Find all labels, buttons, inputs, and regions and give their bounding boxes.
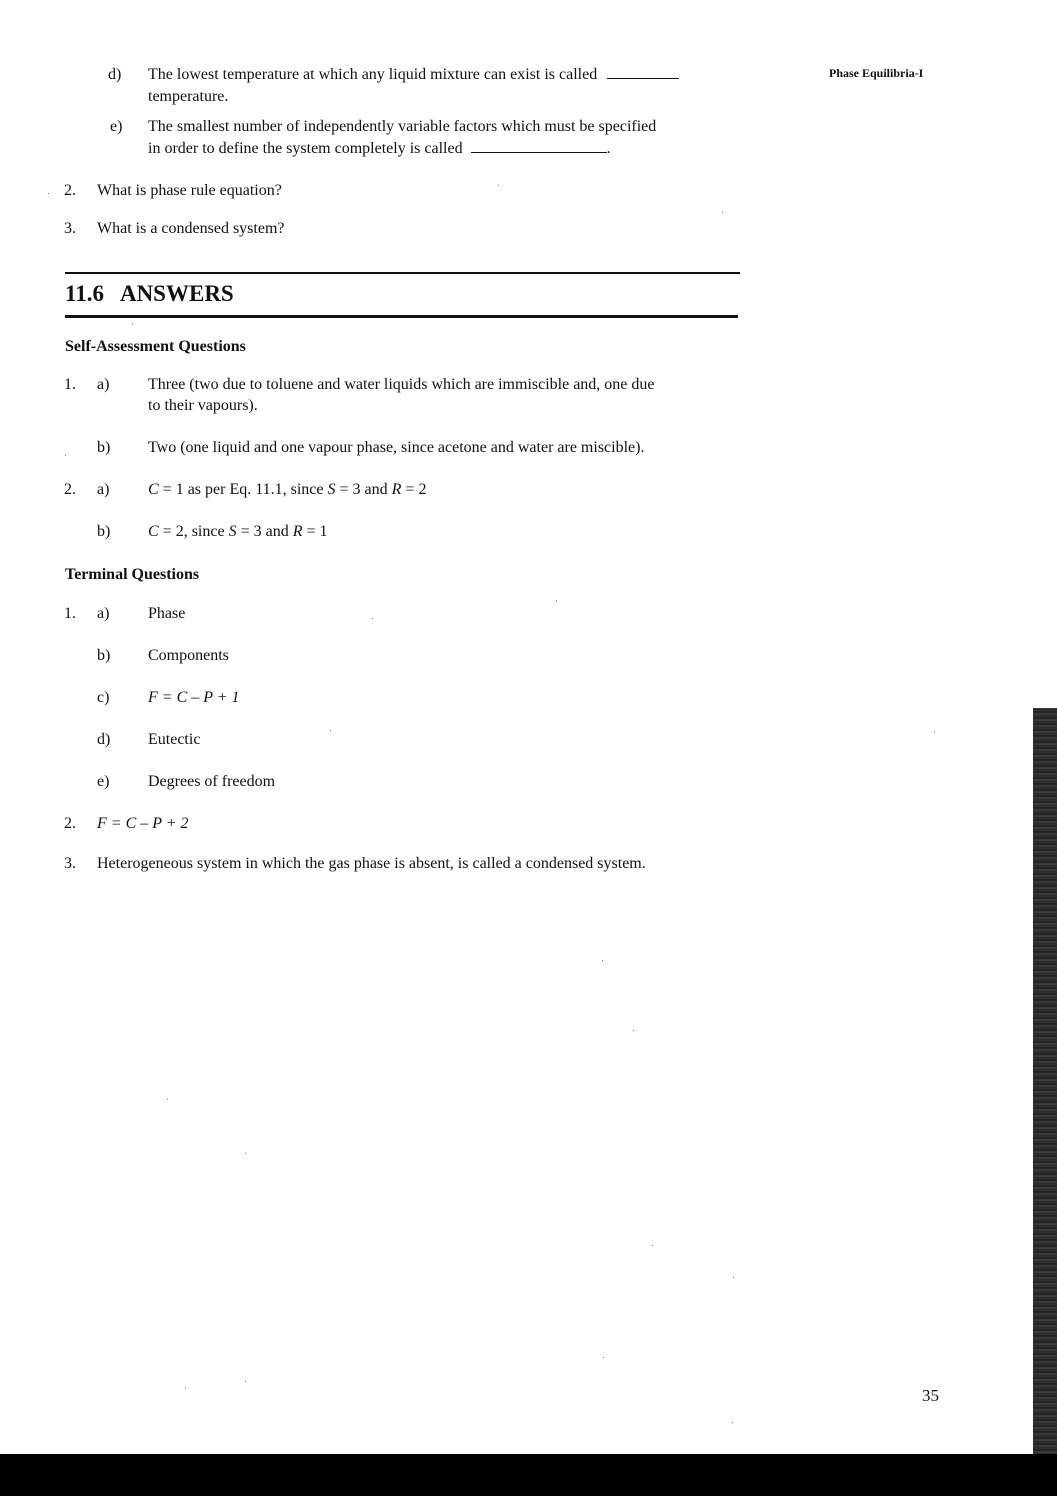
- text-part: = 3 and: [335, 481, 392, 498]
- scan-speck: [556, 600, 557, 601]
- question-e-line2: [148, 140, 611, 158]
- text-part: = 3 and: [236, 523, 293, 540]
- scan-binding-edge: [1033, 708, 1057, 1454]
- question-3-text: What is a condensed system?: [97, 220, 285, 237]
- scan-speck: [722, 212, 723, 213]
- question-e-text: in order to define the system completely is called: [148, 140, 463, 157]
- sa-q2a-label: a): [97, 481, 110, 498]
- scan-speck: [934, 731, 935, 732]
- tq-q2-number: 2.: [64, 815, 76, 832]
- symbol-s: S: [228, 523, 237, 540]
- sa-q2-number: 2.: [64, 481, 76, 498]
- scan-speck: [330, 730, 331, 731]
- tq-d-label: d): [97, 731, 111, 748]
- section-rule-bottom: [65, 315, 738, 318]
- scan-speck: [167, 1099, 168, 1100]
- scan-speck: [652, 1245, 653, 1246]
- sa-q1b-text: Two (one liquid and one vapour phase, since acetone and water are miscible).: [148, 439, 645, 456]
- sa-q2b-text: [148, 523, 328, 541]
- sa-q1a-line2: to their vapours).: [148, 397, 258, 414]
- tq-q1-number: 1.: [64, 605, 76, 622]
- scan-speck: [48, 193, 49, 194]
- question-d-text: The lowest temperature at which any liquid mixture can exist is called: [148, 66, 598, 83]
- question-3-number: 3.: [64, 220, 76, 237]
- question-e-line1: The smallest number of independently variable factors which must be specified: [148, 118, 657, 135]
- scan-speck: [498, 185, 499, 186]
- terminal-heading: Terminal Questions: [65, 566, 200, 583]
- tq-b-label: b): [97, 647, 111, 664]
- scan-speck: [633, 1030, 634, 1031]
- symbol-c: C: [148, 481, 159, 498]
- fill-blank: [607, 66, 679, 79]
- running-title: Phase Equilibria-I: [829, 66, 924, 80]
- text-part: = 2, since: [158, 523, 229, 540]
- scan-speck: [602, 960, 603, 961]
- text-part: = 2: [401, 481, 427, 498]
- scan-bottom-border: [0, 1454, 1057, 1496]
- sa-q1-number: 1.: [64, 376, 76, 393]
- self-assessment-heading: Self-Assessment Questions: [65, 338, 246, 355]
- question-e-label: e): [110, 118, 123, 135]
- tq-c-text: F = C – P + 1: [148, 689, 240, 706]
- symbol-c: C: [148, 523, 159, 540]
- tq-e-label: e): [97, 773, 110, 790]
- scan-speck: [132, 323, 133, 324]
- symbol-r: R: [391, 481, 402, 498]
- scan-speck: [733, 1277, 734, 1278]
- tq-b-text: Components: [148, 647, 229, 664]
- sa-q1a-line1: Three (two due to toluene and water liquids which are immiscible and, one due: [148, 376, 655, 393]
- sa-q1a-label: a): [97, 376, 110, 393]
- scan-speck: [732, 1422, 733, 1423]
- text-part: = 1 as per Eq. 11.1, since: [158, 481, 328, 498]
- question-2-number: 2.: [64, 182, 76, 199]
- tq-q3-number: 3.: [64, 855, 76, 872]
- tq-d-text: Eutectic: [148, 731, 201, 748]
- tq-e-text: Degrees of freedom: [148, 773, 276, 790]
- section-rule-top: [65, 272, 740, 274]
- scan-speck: [65, 455, 66, 456]
- question-d-label: d): [108, 66, 122, 83]
- tq-q2-text: F = C – P + 2: [97, 815, 189, 832]
- question-d-line2: temperature.: [148, 88, 229, 105]
- text-part: = 1: [302, 523, 328, 540]
- tq-a-label: a): [97, 605, 110, 622]
- fill-blank: [471, 140, 607, 153]
- sa-q2b-label: b): [97, 523, 111, 540]
- tq-c-label: c): [97, 689, 110, 706]
- sa-q1b-label: b): [97, 439, 111, 456]
- section-title: 11.6 ANSWERS: [65, 281, 234, 306]
- scan-speck: [245, 1153, 246, 1154]
- scan-speck: [185, 1387, 186, 1388]
- symbol-s: S: [327, 481, 336, 498]
- tq-q3-text: Heterogeneous system in which the gas phase is absent, is called a condensed system.: [97, 855, 646, 872]
- tq-a-text: Phase: [148, 605, 186, 622]
- scan-speck: [603, 1357, 604, 1358]
- symbol-r: R: [292, 523, 303, 540]
- question-2-text: What is phase rule equation?: [97, 182, 282, 199]
- question-e-end: .: [606, 140, 611, 157]
- question-d-line1: [148, 66, 679, 84]
- sa-q2a-text: [148, 481, 426, 499]
- page-number: 35: [922, 1386, 939, 1405]
- scan-speck: [245, 1381, 246, 1382]
- scan-speck: [372, 618, 373, 619]
